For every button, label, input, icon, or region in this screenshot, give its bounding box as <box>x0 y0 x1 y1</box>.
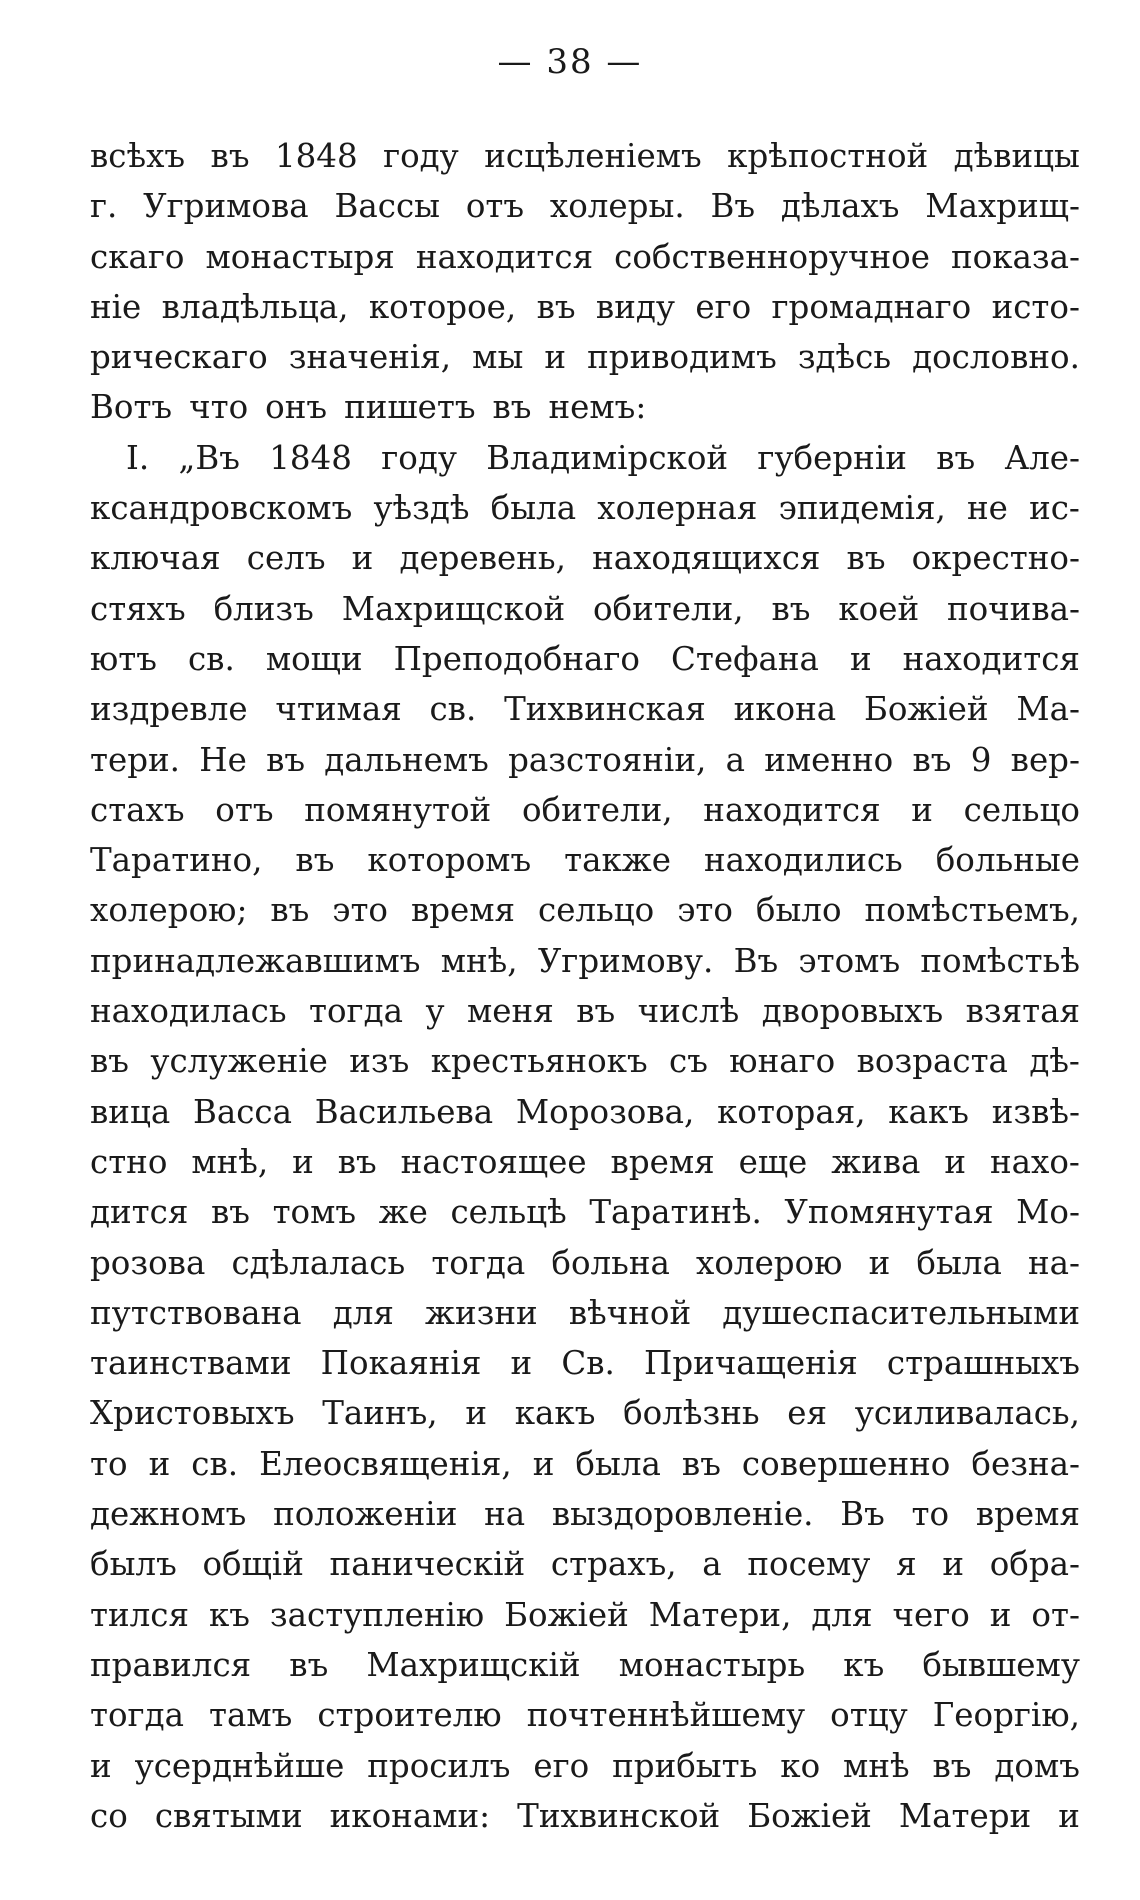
word: исто- <box>991 287 1080 326</box>
text-line <box>90 232 1080 282</box>
word: „Въ <box>178 438 240 477</box>
word: дѣлахъ <box>780 187 900 226</box>
word: дословно. <box>912 338 1080 377</box>
word: Таратино, <box>90 841 263 880</box>
word: правился <box>90 1645 252 1684</box>
word: Угримову. <box>537 941 714 980</box>
word: въ <box>210 137 250 175</box>
word: сельцо <box>963 790 1080 829</box>
word: Владимірской <box>486 438 729 477</box>
word: Таинъ, <box>322 1394 438 1433</box>
text-line <box>90 332 1080 382</box>
word: ютъ <box>90 639 157 678</box>
word: была <box>490 489 577 528</box>
text-line <box>90 684 1080 734</box>
word: а <box>702 1545 722 1584</box>
word: именно <box>764 740 894 779</box>
word: мнѣ <box>843 1746 910 1785</box>
word: настоящее <box>400 1142 587 1181</box>
text-line <box>90 1539 1080 1589</box>
text-line <box>90 1036 1080 1086</box>
word: его <box>695 287 752 326</box>
word: громаднаго <box>771 287 972 326</box>
word: деревень, <box>399 539 566 578</box>
word: холерная <box>597 489 758 528</box>
word: и <box>148 1444 171 1483</box>
word: монастырь <box>618 1645 806 1684</box>
word: всѣхъ <box>90 137 186 175</box>
word: заступленію <box>269 1595 485 1634</box>
word: то <box>90 1444 128 1483</box>
word: Васильева <box>314 1092 494 1131</box>
word: принадлежавшимъ <box>90 941 421 980</box>
word: Божіей <box>747 1796 872 1835</box>
word: находится <box>902 639 1080 678</box>
word: рическаго <box>90 338 268 377</box>
word: и <box>1058 1796 1080 1835</box>
word: обители, <box>521 790 673 829</box>
word: находится <box>703 790 881 829</box>
word: Матери, <box>648 1595 792 1634</box>
word: также <box>564 841 671 880</box>
word: г. <box>90 187 118 226</box>
word: въ <box>932 1746 972 1785</box>
word: 9 <box>970 740 992 779</box>
word: стахъ <box>90 790 185 829</box>
word: икона <box>733 690 837 729</box>
word: выздоровленіе. <box>551 1495 814 1534</box>
word: въ <box>912 740 952 779</box>
text-line <box>90 181 1080 231</box>
text-line <box>90 1590 1080 1640</box>
word: Махрищской <box>341 589 566 628</box>
word: пишетъ <box>344 388 476 427</box>
word: Христовыхъ <box>90 1394 295 1433</box>
text-line <box>90 584 1080 634</box>
word: мнѣ, <box>440 941 518 980</box>
word: Въ <box>840 1495 885 1534</box>
word: иконами: <box>329 1796 491 1835</box>
text-line <box>90 1741 1080 1791</box>
word: Елеосвященія, <box>259 1444 512 1483</box>
word: меня <box>467 992 554 1031</box>
word: и <box>849 639 872 678</box>
word: въ <box>337 1142 377 1181</box>
word: паническій <box>329 1545 526 1584</box>
word: значенія, <box>288 338 452 377</box>
text-line <box>90 1791 1080 1841</box>
word: домъ <box>994 1746 1080 1785</box>
word: тери. <box>90 740 181 779</box>
text-line <box>90 1137 1080 1187</box>
text-line <box>90 131 1080 181</box>
word: вѣчной <box>568 1293 692 1332</box>
word: и <box>465 1394 487 1433</box>
word: находились <box>703 841 903 880</box>
word: нахо- <box>989 1142 1080 1181</box>
word: вер- <box>1010 740 1080 779</box>
word: посему <box>747 1545 871 1584</box>
word: взятая <box>965 992 1080 1031</box>
word: святыми <box>154 1796 303 1835</box>
word: Божіей <box>504 1595 629 1634</box>
word: Св. <box>561 1344 615 1383</box>
word: положеніи <box>273 1495 458 1534</box>
word: которомъ <box>367 841 532 880</box>
word: время <box>610 1142 715 1181</box>
word: больные <box>935 841 1080 880</box>
word: къ <box>208 1595 250 1634</box>
word: возраста <box>856 1042 1008 1081</box>
text-line <box>90 1087 1080 1137</box>
word: приводимъ <box>587 338 777 377</box>
word: и <box>292 1142 314 1181</box>
word: сельцо <box>538 891 655 930</box>
word: это <box>677 891 733 930</box>
word: Вотъ <box>90 388 173 427</box>
word: Причащенія <box>644 1344 858 1383</box>
word: Тихвинская <box>504 690 706 729</box>
word: его <box>533 1746 590 1785</box>
word: Морозова, <box>515 1092 695 1131</box>
word: въ <box>210 1193 250 1232</box>
word: была <box>575 1444 661 1483</box>
word: въ <box>771 589 811 628</box>
word: скаго <box>90 237 185 276</box>
word: Матери <box>898 1796 1032 1835</box>
text-line <box>90 282 1080 332</box>
text-line <box>90 533 1080 583</box>
body-text <box>90 131 1080 1841</box>
word: и <box>90 1746 112 1785</box>
text-line <box>90 986 1080 1036</box>
word: Вассы <box>334 187 441 226</box>
word: съ <box>669 1042 708 1081</box>
text-line <box>90 433 1080 483</box>
word: которое, <box>368 287 517 326</box>
word: то <box>911 1495 950 1534</box>
word: обра- <box>989 1545 1080 1584</box>
word: сельцѣ <box>450 1193 567 1232</box>
word: св. <box>191 1444 239 1483</box>
word: и <box>544 338 567 377</box>
word: а <box>725 740 745 779</box>
word: селъ <box>246 539 326 578</box>
word: и <box>868 1243 891 1282</box>
word: которая, <box>717 1092 866 1131</box>
word: Угримова <box>143 187 309 226</box>
word: уѣздѣ <box>373 489 470 528</box>
word: душеспасительными <box>722 1293 1080 1332</box>
word: дворовыхъ <box>761 992 944 1031</box>
word: немъ: <box>548 388 647 427</box>
word: не <box>967 489 1008 528</box>
text-line <box>90 483 1080 533</box>
word: св. <box>429 690 477 729</box>
word: какъ <box>888 1092 969 1131</box>
word: у <box>425 992 445 1031</box>
word: ея <box>787 1394 828 1433</box>
word: Божіей <box>863 690 989 729</box>
text-line <box>90 885 1080 935</box>
word: страшныхъ <box>886 1344 1080 1383</box>
word: Ма- <box>1016 690 1080 729</box>
word: близъ <box>213 589 314 628</box>
word: году <box>381 438 457 477</box>
word: былъ <box>90 1545 177 1584</box>
word: дежномъ <box>90 1495 247 1534</box>
word: эпидемія, <box>778 489 946 528</box>
word: отцу <box>830 1696 908 1735</box>
word: тился <box>90 1595 189 1634</box>
word: онъ <box>265 388 328 427</box>
text-line <box>90 1388 1080 1438</box>
word: усиливалась, <box>854 1394 1080 1433</box>
word: тогда <box>431 1243 526 1282</box>
word: находится <box>415 237 594 276</box>
word: въ <box>270 891 310 930</box>
word: Покаянія <box>320 1344 482 1383</box>
word: усерднѣйше <box>134 1746 345 1785</box>
word: больна <box>551 1243 670 1282</box>
word: и <box>510 1344 533 1383</box>
word: время <box>975 1495 1080 1534</box>
word: на <box>484 1495 526 1534</box>
word: 1848 <box>269 438 352 477</box>
word: обители, <box>592 589 744 628</box>
word: въ <box>681 1444 721 1483</box>
word: почтеннѣйшему <box>526 1696 806 1735</box>
word: въ <box>936 438 976 477</box>
word: извѣ- <box>991 1092 1080 1131</box>
word: Васса <box>192 1092 293 1131</box>
word: ніе <box>90 287 142 326</box>
word: показа- <box>950 237 1080 276</box>
word: просилъ <box>367 1746 511 1785</box>
word: услуженіе <box>150 1042 328 1081</box>
word: томъ <box>272 1193 357 1232</box>
word: еще <box>738 1142 808 1181</box>
word: ключая <box>90 539 221 578</box>
word: св. <box>187 639 235 678</box>
word: холеры. <box>549 187 685 226</box>
word: общій <box>202 1545 304 1584</box>
word: время <box>410 891 516 930</box>
text-line <box>90 785 1080 835</box>
word: Упомянутая <box>784 1193 994 1232</box>
word: путствована <box>90 1293 302 1332</box>
word: стяхъ <box>90 589 186 628</box>
word: помѣстьѣ <box>920 941 1080 980</box>
word: страхъ, <box>550 1545 677 1584</box>
text-line <box>90 1338 1080 1388</box>
word: собственноручное <box>614 237 930 276</box>
word: помянутой <box>304 790 492 829</box>
word: и <box>351 539 374 578</box>
word: виду <box>595 287 675 326</box>
word: строителю <box>317 1696 502 1735</box>
word: коей <box>838 589 920 628</box>
word: дальнемъ <box>324 740 489 779</box>
word: юнаго <box>729 1042 836 1081</box>
word: отъ <box>465 187 525 226</box>
word: что <box>189 388 249 427</box>
word: I. <box>126 438 150 477</box>
word: крѣпостной <box>727 137 929 175</box>
word: стно <box>90 1142 168 1181</box>
word: Георгію, <box>932 1696 1080 1735</box>
word: безна- <box>971 1444 1080 1483</box>
text-line <box>90 1690 1080 1740</box>
word: и <box>944 1142 967 1181</box>
word: отъ <box>215 790 274 829</box>
word: Стефана <box>670 639 819 678</box>
word: было <box>755 891 842 930</box>
word: ксандровскомъ <box>90 489 353 528</box>
word: тогда <box>90 1696 184 1735</box>
word: для <box>811 1595 873 1634</box>
word: от- <box>1031 1595 1080 1634</box>
word: это <box>332 891 388 930</box>
word: прибыть <box>612 1746 758 1785</box>
word: болѣзнь <box>623 1394 760 1433</box>
word: для <box>332 1293 394 1332</box>
word: этомъ <box>798 941 901 980</box>
text-line <box>90 1288 1080 1338</box>
word: мнѣ, <box>191 1142 269 1181</box>
word: издревле <box>90 690 248 729</box>
word: владѣльца, <box>161 287 349 326</box>
word: и <box>911 790 933 829</box>
word: къ <box>843 1645 885 1684</box>
text-line <box>90 1439 1080 1489</box>
text-line <box>90 1187 1080 1237</box>
page-number: — 38 — <box>497 42 643 82</box>
word: разстояніи, <box>508 740 707 779</box>
word: помѣстьемъ, <box>864 891 1080 930</box>
word: находящихся <box>592 539 821 578</box>
word: году <box>383 137 459 175</box>
word: сдѣлалась <box>231 1243 406 1282</box>
word: находилась <box>90 992 287 1031</box>
word: жизни <box>425 1293 538 1332</box>
text-line <box>90 835 1080 885</box>
word: въ <box>492 388 532 427</box>
word: тамъ <box>209 1696 293 1735</box>
word: монастыря <box>205 237 395 276</box>
word: я <box>896 1545 917 1584</box>
word: въ <box>266 740 306 779</box>
word: была <box>916 1243 1002 1282</box>
word: Махрищ- <box>925 187 1080 226</box>
word: дѣ- <box>1029 1042 1080 1081</box>
word: исцѣленіемъ <box>484 137 702 175</box>
word: Махрищскій <box>366 1645 581 1684</box>
word: чего <box>892 1595 970 1634</box>
word: бывшему <box>922 1645 1080 1684</box>
text-line <box>90 936 1080 986</box>
word: мы <box>472 338 524 377</box>
word: дится <box>90 1193 189 1232</box>
word: Але- <box>1004 438 1080 477</box>
word: числѣ <box>637 992 740 1031</box>
word: холерою; <box>90 891 248 930</box>
word: Въ <box>710 187 756 226</box>
word: въ <box>846 539 886 578</box>
text-line <box>90 1489 1080 1539</box>
word: на- <box>1027 1243 1080 1282</box>
text-line <box>90 1640 1080 1690</box>
word: совершенно <box>741 1444 951 1483</box>
text-line <box>90 382 1080 432</box>
word: Не <box>199 740 247 779</box>
word: розова <box>90 1243 206 1282</box>
word: въ <box>289 1645 329 1684</box>
word: и <box>942 1545 964 1584</box>
word: Мо- <box>1016 1193 1080 1232</box>
word: какъ <box>514 1394 596 1433</box>
word: въ <box>536 287 576 326</box>
word: и <box>989 1595 1012 1634</box>
word: и <box>532 1444 555 1483</box>
word: 1848 <box>274 137 358 175</box>
word: Тихвинской <box>517 1796 721 1835</box>
word: окрестно- <box>911 539 1080 578</box>
word: чтимая <box>275 690 402 729</box>
word: изъ <box>349 1042 410 1081</box>
word: здѣсь <box>797 338 892 377</box>
word: же <box>378 1193 428 1232</box>
text-line <box>90 634 1080 684</box>
word: въ <box>295 841 335 880</box>
word: крестьянокъ <box>430 1042 648 1081</box>
word: въ <box>576 992 616 1031</box>
word: со <box>90 1796 128 1835</box>
word: мощи <box>265 639 363 678</box>
word: жива <box>831 1142 921 1181</box>
word: ко <box>780 1746 821 1785</box>
word: Преподобнаго <box>393 639 640 678</box>
word: почива- <box>946 589 1080 628</box>
word: дѣвицы <box>953 137 1080 175</box>
word: въ <box>90 1042 129 1081</box>
word: ис- <box>1029 489 1080 528</box>
word: губерніи <box>757 438 907 477</box>
word: тогда <box>309 992 403 1031</box>
text-line <box>90 1238 1080 1288</box>
word: таинствами <box>90 1344 292 1383</box>
text-line <box>90 735 1080 785</box>
word: Въ <box>733 941 779 980</box>
word: холерою <box>696 1243 843 1282</box>
word: вица <box>90 1092 171 1131</box>
word: Таратинѣ. <box>589 1193 762 1232</box>
